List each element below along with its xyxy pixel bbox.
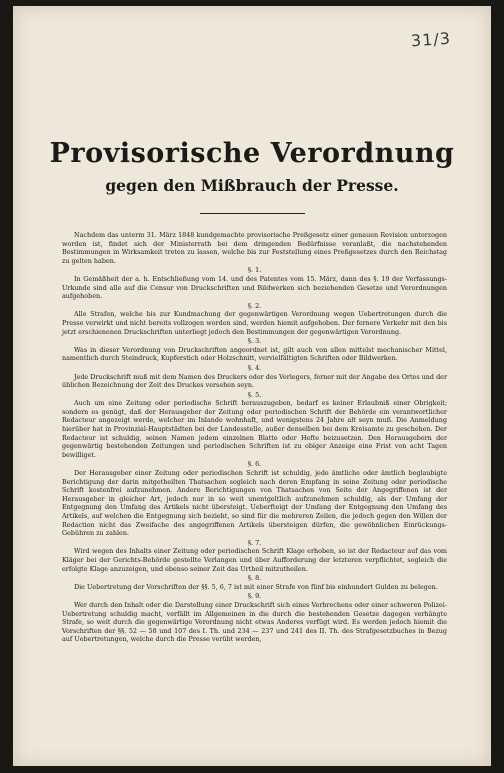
handwritten-annotation: 31/3 bbox=[410, 28, 452, 51]
section-text: Wird wegen des Inhalts einer Zeitung oder periodischen Schrift Klage erhoben, so ist der Redacteur auf das vom Kläger bei der Gerichts-Behörde gestellte Verlangen und über Aufforderung der letzteren verpflichtet, sogleich die erfolgte Klage anzuzeigen, und ebenso seiner Zeit das Urtheil mitzutheilen. bbox=[62, 547, 447, 573]
document-body bbox=[62, 231, 447, 644]
section-text: In Gemäßheit der a. h. Entschließung vom 14. und des Patentes vom 15. März, dann des §. 19 der Verfassungs-Urkunde sind alle auf die Censur von Druckschriften und Bildwerken sich beziehenden Gesetze und Verordnungen aufgehoben. bbox=[62, 274, 447, 301]
section-number: §. 1. bbox=[247, 266, 262, 275]
section-text: Jede Druckschrift muß mit dem Namen des Druckers oder des Verlegers, ferner mit der Angabe des Ortes und der üblichen Bezeichnung der Zeit des Druckes versehen seyn. bbox=[62, 372, 447, 390]
section-number: §. 6. bbox=[247, 460, 262, 469]
section-number: §. 3. bbox=[247, 337, 262, 346]
section-text: Wer durch den Inhalt oder die Darstellung einer Druckschrift sich eines Verbrechens oder einer schweren Polizei-Uebertretung schuldig macht, verfällt im Allgemeinen in die durch die bestehenden Gesetze dagegen verhängte Strafe, so weit durch die gegenwärtige Verordnung nicht etwas Anderes verfügt wird. Es werden jedoch hiemit die Vorschriften der §§. 52 — 58 und 107 des I. Th. und 234 — 237 und 241 des II. Th. des Strafgesetzbuches in Bezug auf Uebertretungen, welche durch die Presse verübt werden, bbox=[62, 600, 447, 644]
section-text: Der Herausgeber einer Zeitung oder periodischen Schrift ist schuldig, jede ämtliche oder ämtlich beglaubigte Berichtigung der darin mitgetheilten Thatsachen sogleich nach deren Empfang in seine Zeitung oder periodische Schrift kostenfrei aufzunehmen. Andere Berichtigungen von Thatsachen von Seite der Angegriffenen ist der Herausgeber in gleicher Art, jedoch nur in so weit unentgeltlich aufzunehmen schuldig, als der Umfang der Entgegnung den Umfang des Artikels nicht übersteigt. Ueberfteigt der Umfang der Entgegnung den Umfang des Artikels, auf welchen die Entgegnung sich bezieht, so sind für die mehreren Zeilen, die jedoch gegen den Willen der Redaction nicht das Zweifache des angegriffenen Artikels übersteigen dürfen, die gewöhnlichen Einrückungs-Gebühren zu zahlen. bbox=[62, 469, 447, 538]
document-page bbox=[13, 6, 491, 766]
section-number: §. 4. bbox=[247, 363, 262, 372]
title-divider bbox=[200, 213, 305, 214]
intro-paragraph: Nachdem das unterm 31. März 1848 kundgemachte provisorische Preßgesetz einer genauen Revision unterzogen worden ist, findet sich der Ministerrath bei dem dringenden Bedürfnisse veranlaßt, die nachstehenden Bestimmungen in Wirksamkeit treten zu lassen, welche bis zur Feststellung eines Preßgesetzes durch den Reichstag zu gelten haben. bbox=[62, 231, 447, 265]
section-text: Alle Strafen, welche bis zur Kundmachung der gegenwärtigen Verordnung wegen Uebertretungen durch die Presse verwirkt und nicht bereits vollzogen worden sind, werden hiemit aufgehoben. Der fernere Verkehr mit den bis jetzt erschienenen Druckschriften unterliegt jedoch den Bestimmungen der gegenwärtigen Verordnung. bbox=[62, 310, 447, 336]
section-text: Auch um eine Zeitung oder periodische Schrift herauszugeben, bedarf es keiner Erlaubniß einer Obrigkeit; sondern es genügt, daß der Herausgeber der Zeitung oder periodischen Schrift der Behörde ein verantwortlicher Redacteur angezeigt werde, welcher im Inlande wohnhaft, und wenigstens 24 Jahre alt seyn muß. Die Anmeldung hierüber hat in Provinzial-Hauptstädten bei der Landesstelle, außer denselben bei dem Kreisamte zu geschehen. Der Redacteur ist schuldig, seinen Namen jedem einzelnen Blatte oder Hefte beizusetzen. Den Herausgebern der gegenwärtig bestehenden Zeitungen und periodischen Schriften ist zu obiger Anzeige eine Frist von acht Tagen bewilliget. bbox=[62, 399, 447, 459]
section-number: §. 8. bbox=[247, 574, 262, 583]
section-number: §. 7. bbox=[247, 538, 262, 547]
section-text: Die Uebertretung der Vorschriften der §§. 5, 6, 7 ist mit einer Strafe von fünf bis einhundert Gulden zu belegen. bbox=[74, 582, 438, 591]
section-text: Was in dieser Verordnung von Druckschriften angeordnet ist, gilt auch von allen mittelst mechanischer Mittel, namentlich durch Steindruck, Kupferstich oder Holzschnitt, vervielfältigten Schriften oder Bildwerken. bbox=[62, 345, 447, 363]
document-title: Provisorische Verordnung bbox=[49, 138, 455, 169]
section-number: §. 5. bbox=[247, 390, 262, 399]
document-subtitle: gegen den Mißbrauch der Presse. bbox=[105, 176, 399, 195]
section-number: §. 2. bbox=[247, 301, 262, 310]
section-number: §. 9. bbox=[247, 592, 262, 601]
